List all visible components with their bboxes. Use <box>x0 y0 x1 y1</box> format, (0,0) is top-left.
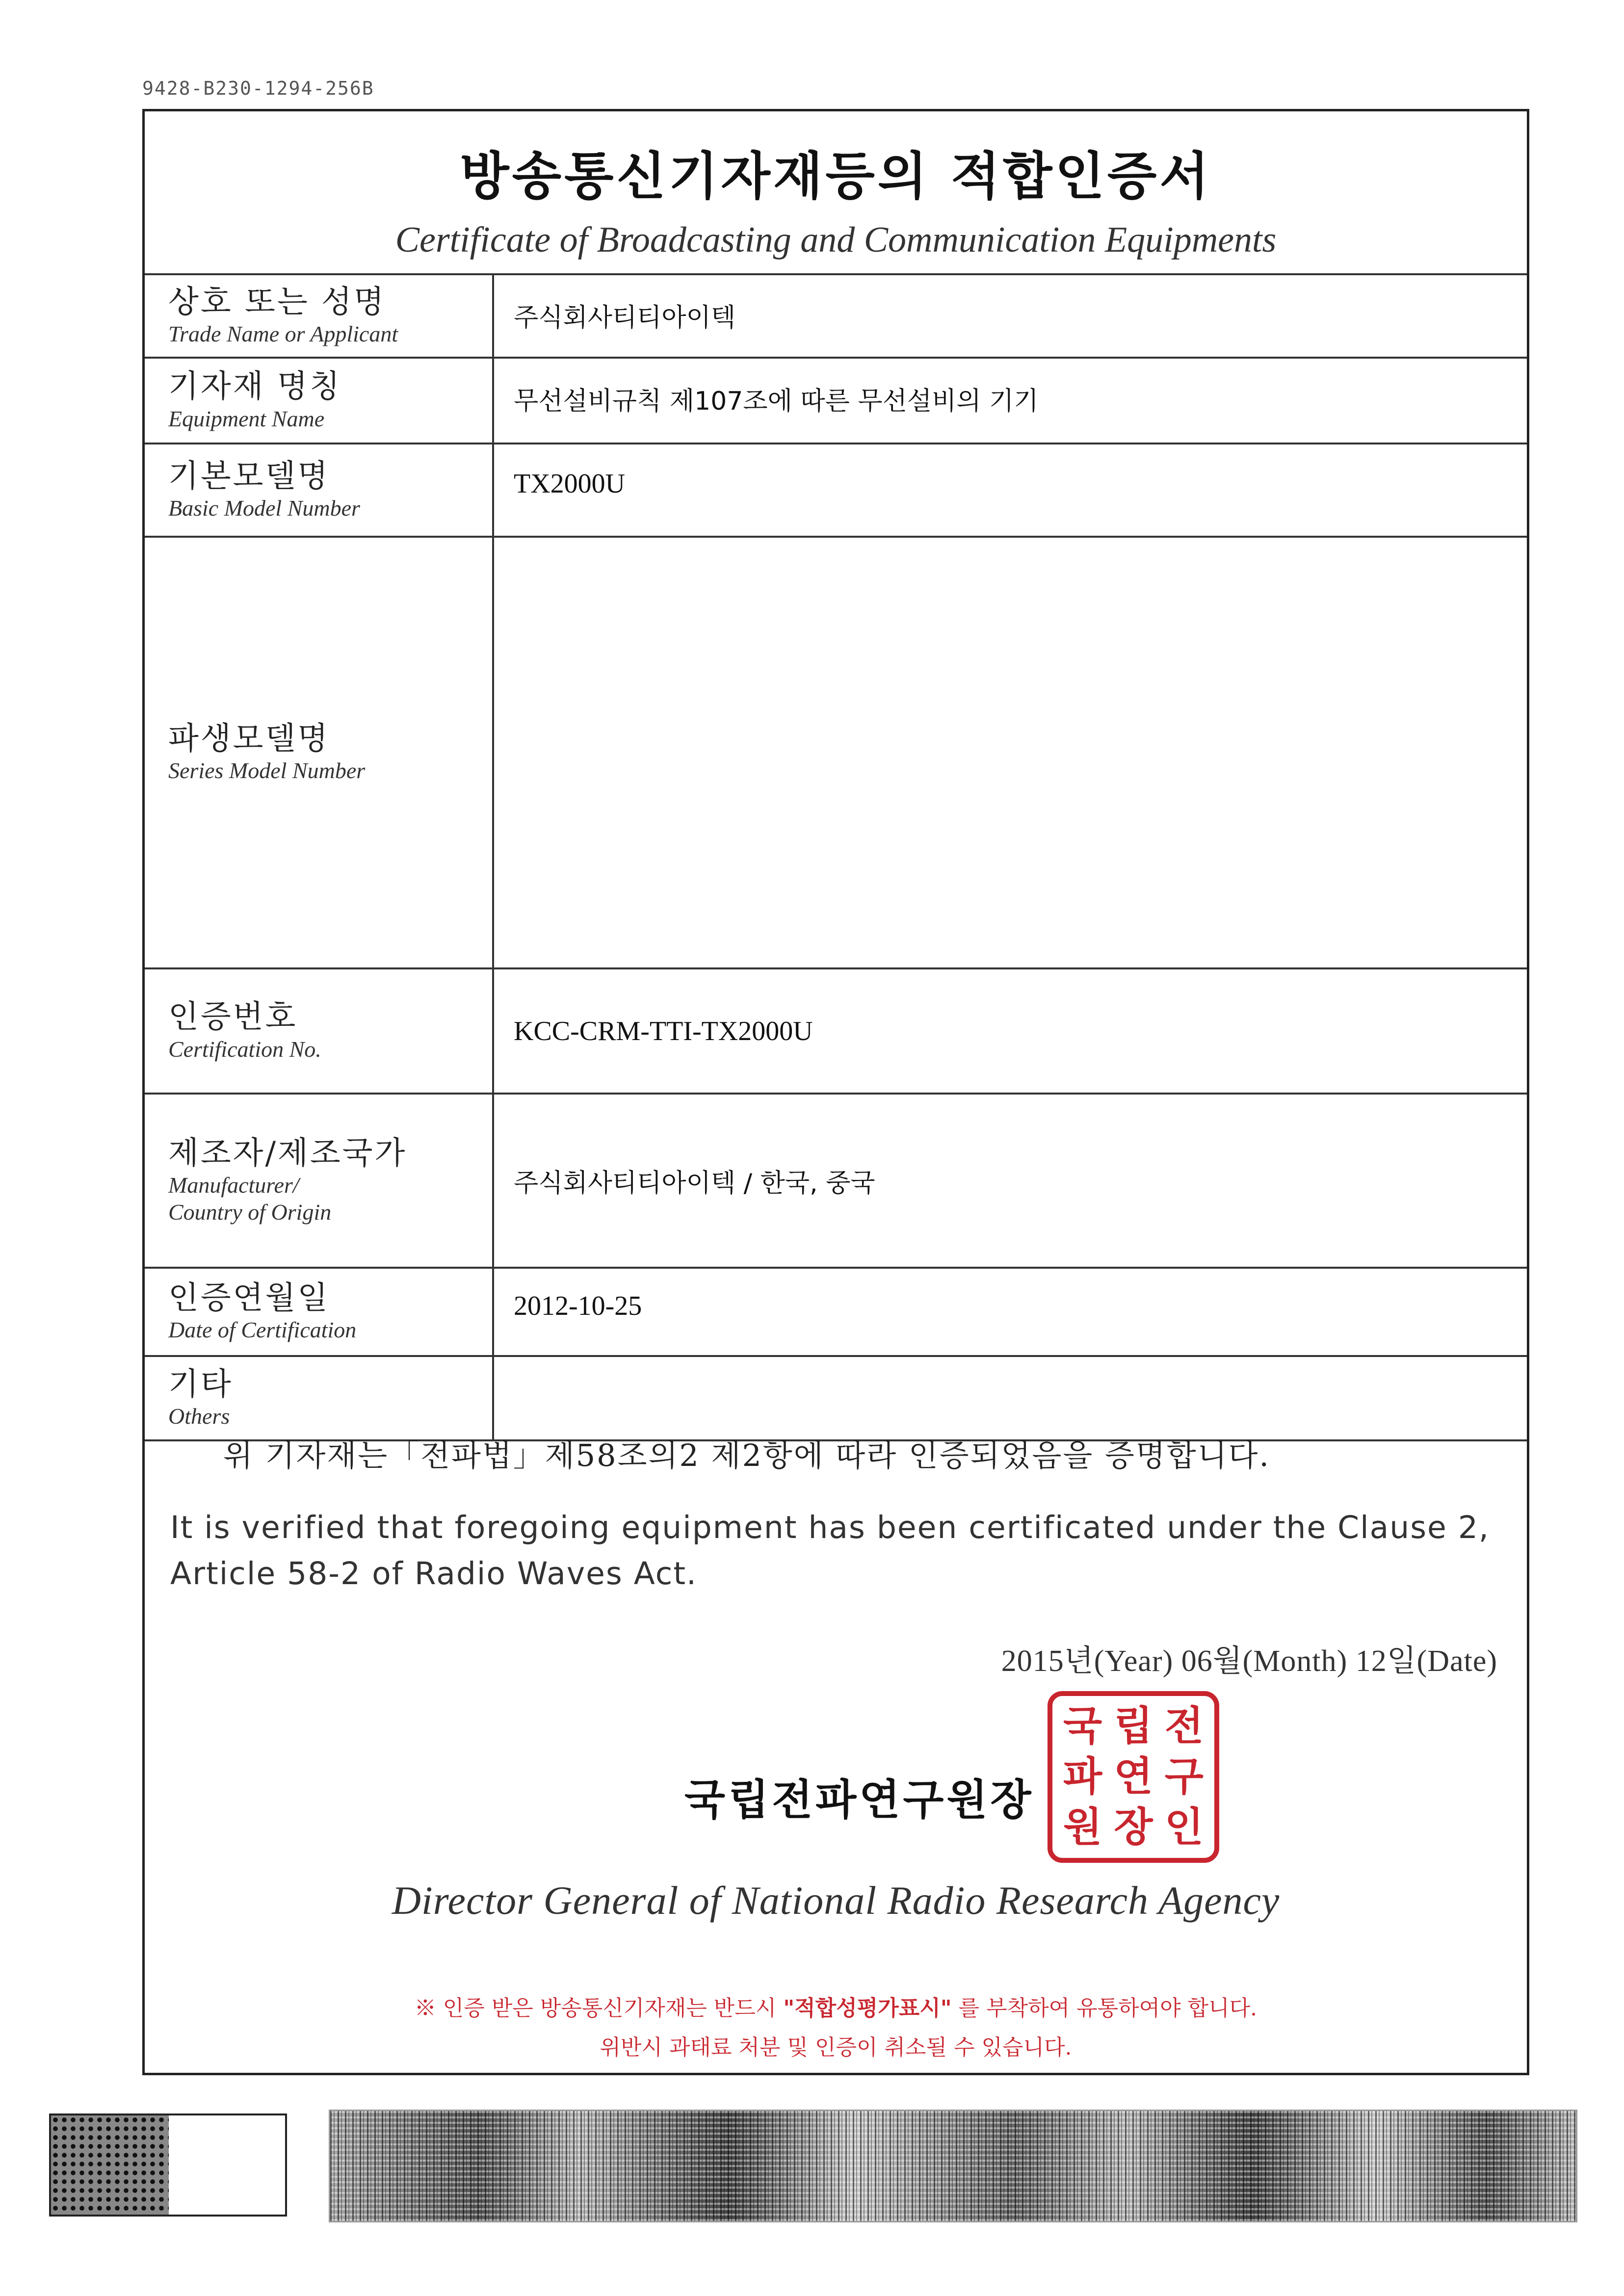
verification-line-1: It is verified that foregoing equipment has been certificated under the Clause 2, <box>170 1510 1490 1545</box>
label-cell <box>145 1268 493 1356</box>
value-cell <box>493 968 1527 1094</box>
label-english: Equipment Name <box>168 406 325 431</box>
row-trade-name <box>145 274 1527 358</box>
label-korean: 상호 또는 성명 <box>168 284 386 320</box>
issuer-english: Director General of National Radio Research Agency <box>392 1878 1280 1923</box>
seal-char: 인 <box>1164 1804 1204 1851</box>
document-id: 9428-B230-1294-256B <box>142 78 374 99</box>
certificate-fields-table <box>145 273 1527 1441</box>
label-cell <box>145 444 493 537</box>
row-certification-no <box>145 968 1527 1094</box>
security-dot-code <box>49 2113 287 2217</box>
row-others <box>145 1356 1527 1440</box>
seal-char: 장 <box>1114 1804 1153 1851</box>
label-korean: 파생모델명 <box>168 720 330 757</box>
certification-date-value: 2012-10-25 <box>514 1291 642 1321</box>
manufacturer-value: 주식회사티티아이텍 / 한국, 중국 <box>514 1169 875 1198</box>
certificate-title-korean: 방송통신기자재등의 적합인증서 <box>460 146 1212 206</box>
certificate-frame <box>142 109 1529 2075</box>
seal-char: 국 <box>1063 1702 1102 1749</box>
row-certification-date <box>145 1268 1527 1356</box>
verification-statement-korean: 위 기자재는「전파법」제58조의2 제2항에 따라 인증되었음을 증명합니다. <box>223 1437 1271 1473</box>
label-korean: 제조자/제조국가 <box>168 1135 407 1172</box>
row-equipment-name <box>145 358 1527 444</box>
value-cell <box>493 537 1527 968</box>
label-cell <box>145 274 493 358</box>
label-korean: 기타 <box>168 1366 233 1403</box>
label-english: Series Model Number <box>168 758 366 783</box>
label-korean: 인증번호 <box>168 999 298 1036</box>
issue-date: 2015년(Year) 06월(Month) 12일(Date) <box>1001 1644 1497 1678</box>
seal-char: 립 <box>1114 1702 1153 1749</box>
label-english: Manufacturer/ <box>168 1173 299 1198</box>
certificate-title-english: Certificate of Broadcasting and Communication Equipments <box>395 220 1277 260</box>
security-noise-barcode <box>329 2110 1577 2222</box>
notice-emphasis: "적합성평가표시" <box>783 1996 952 2021</box>
dot-code-pattern <box>51 2115 169 2215</box>
verification-statement-english <box>170 1505 1495 1597</box>
issuer-korean: 국립전파연구원장 <box>684 1775 1034 1825</box>
notice-prefix: ※ 인증 받은 방송통신기자재는 반드시 <box>414 1996 784 2021</box>
basic-model-value: TX2000U <box>514 469 626 499</box>
seal-char: 파 <box>1063 1753 1102 1800</box>
notice-suffix: 를 부착하여 유통하여야 합니다. <box>951 1996 1257 2021</box>
row-manufacturer <box>145 1094 1527 1268</box>
value-cell <box>493 1356 1527 1440</box>
certification-no-value: KCC-CRM-TTI-TX2000U <box>514 1016 813 1046</box>
label-english: Country of Origin <box>168 1200 332 1225</box>
value-cell <box>493 274 1527 358</box>
seal-char: 구 <box>1164 1753 1204 1800</box>
verification-line-2: Article 58-2 of Radio Waves Act. <box>170 1556 698 1592</box>
row-series-model <box>145 537 1527 968</box>
label-cell <box>145 968 493 1094</box>
value-cell <box>493 1268 1527 1356</box>
value-cell <box>493 358 1527 444</box>
label-english: Basic Model Number <box>168 496 360 521</box>
label-korean: 인증연월일 <box>168 1279 330 1316</box>
label-cell <box>145 358 493 444</box>
row-basic-model <box>145 444 1527 537</box>
trade-name-value: 주식회사티티아이텍 <box>514 303 736 333</box>
value-cell <box>493 1094 1527 1268</box>
notice-line-1 <box>145 1990 1527 2022</box>
label-english: Trade Name or Applicant <box>168 321 398 347</box>
seal-char: 연 <box>1114 1753 1153 1800</box>
label-cell <box>145 1356 493 1440</box>
label-english: Others <box>168 1404 230 1429</box>
notice-line-2: 위반시 과태료 처분 및 인증이 취소될 수 있습니다. <box>600 2035 1072 2060</box>
label-english: Certification No. <box>168 1036 321 1062</box>
label-cell <box>145 1094 493 1268</box>
value-cell <box>493 444 1527 537</box>
label-korean: 기자재 명칭 <box>168 368 342 405</box>
label-english: Date of Certification <box>168 1317 357 1343</box>
equipment-name-value: 무선설비규칙 제107조에 따른 무선설비의 기기 <box>514 387 1039 416</box>
label-korean: 기본모델명 <box>168 458 330 495</box>
label-cell <box>145 537 493 968</box>
seal-char: 전 <box>1164 1702 1204 1749</box>
seal-char: 원 <box>1063 1804 1102 1851</box>
official-seal <box>1048 1691 1219 1863</box>
